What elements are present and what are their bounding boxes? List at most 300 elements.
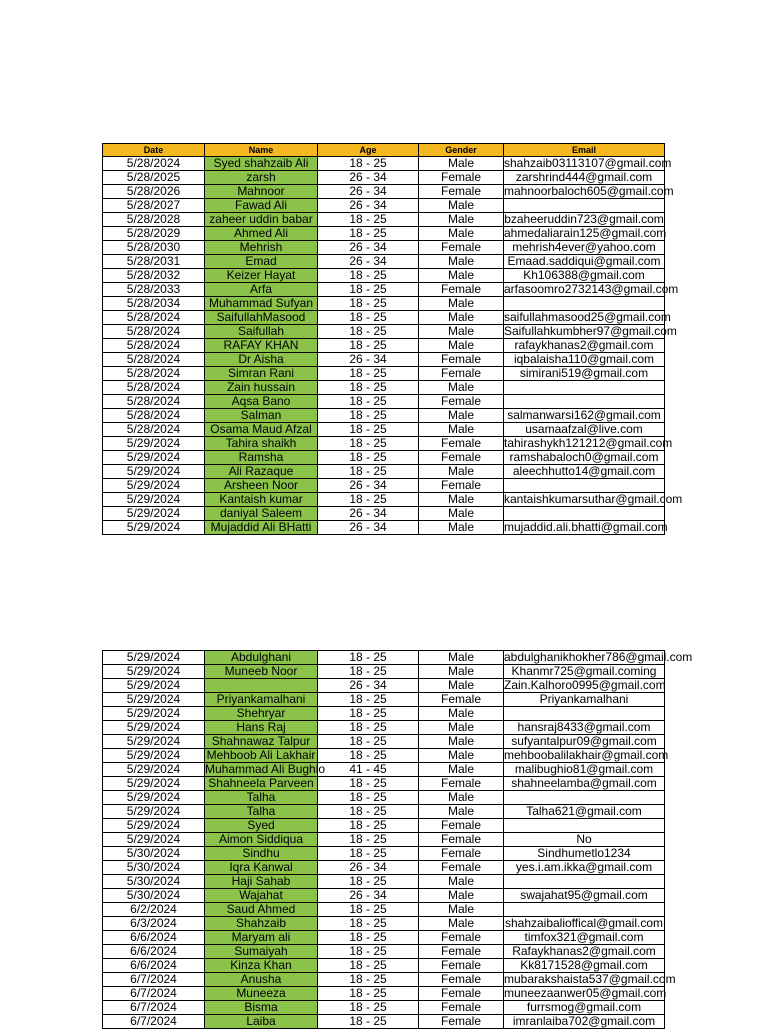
table-row: [103, 479, 665, 493]
email-cell: ahmedaliarain125@gmail.com: [504, 226, 667, 240]
name-cell: Aimon Siddiqua: [205, 833, 318, 847]
email-cell: arfasoomro2732143@gmail.com: [504, 282, 679, 296]
gender-cell: Male: [419, 749, 504, 763]
email-cell: salmanwarsi162@gmail.com: [504, 409, 665, 423]
header-date: Date: [103, 144, 205, 157]
gender-cell: Female: [419, 931, 504, 945]
name-cell: Keizer Hayat: [205, 269, 318, 283]
gender-cell: Male: [419, 735, 504, 749]
date-cell: 5/30/2024: [103, 847, 205, 861]
table-body-2: [103, 650, 693, 1029]
gender-cell: Male: [419, 679, 504, 693]
table-row: [103, 735, 665, 749]
date-cell: 5/28/2033: [103, 283, 205, 297]
table-row: [103, 847, 665, 861]
header-age: Age: [318, 144, 419, 157]
date-cell: 5/29/2024: [103, 833, 205, 847]
table-row: [103, 465, 665, 479]
name-cell: RAFAY KHAN: [205, 339, 318, 353]
date-cell: 5/28/2024: [103, 157, 205, 171]
gender-cell: Female: [419, 451, 504, 465]
email-cell: hansraj8433@gmail.com: [504, 721, 665, 735]
age-cell: 18 - 25: [318, 819, 419, 833]
gender-cell: Male: [419, 339, 504, 353]
date-cell: 5/29/2024: [103, 777, 205, 791]
date-cell: 5/29/2024: [103, 479, 205, 493]
table-row: [103, 679, 665, 693]
name-cell: Muhammad Sufyan: [205, 297, 318, 311]
name-cell: Mehboob Ali Lakhair: [205, 749, 318, 763]
age-cell: 26 - 34: [318, 255, 419, 269]
age-cell: 18 - 25: [318, 805, 419, 819]
name-cell: Shahnawaz Talpur: [205, 735, 318, 749]
gender-cell: Male: [419, 213, 504, 227]
table-row: [103, 791, 665, 805]
age-cell: 26 - 34: [318, 521, 419, 535]
table-row: [103, 889, 665, 903]
table-row: [103, 693, 665, 707]
gender-cell: Female: [419, 987, 504, 1001]
date-cell: 5/28/2024: [103, 367, 205, 381]
name-cell: zaheer uddin babar: [205, 213, 318, 227]
date-cell: 5/29/2024: [103, 735, 205, 749]
table-row: [103, 763, 665, 777]
gender-cell: Male: [419, 903, 504, 917]
age-cell: 18 - 25: [318, 721, 419, 735]
table-row: [103, 721, 665, 735]
gender-cell: Male: [419, 255, 504, 269]
age-cell: 26 - 34: [318, 479, 419, 493]
gender-cell: Male: [419, 889, 504, 903]
email-cell: No: [504, 833, 665, 847]
gender-cell: Female: [419, 833, 504, 847]
table-row: [103, 973, 665, 987]
name-cell: Sindhu: [205, 847, 318, 861]
date-cell: 5/28/2024: [103, 381, 205, 395]
table-row: [103, 833, 665, 847]
name-cell: Mehrish: [205, 241, 318, 255]
date-cell: 5/28/2024: [103, 339, 205, 353]
age-cell: 18 - 25: [318, 917, 419, 931]
table-row: [103, 493, 665, 507]
age-cell: 18 - 25: [318, 707, 419, 721]
table-row: [103, 777, 665, 791]
date-cell: 5/28/2024: [103, 395, 205, 409]
gender-cell: Male: [419, 423, 504, 437]
age-cell: 18 - 25: [318, 833, 419, 847]
table-row: [103, 213, 665, 227]
table-row: [103, 875, 665, 889]
age-cell: 26 - 34: [318, 241, 419, 255]
name-cell: Aqsa Bano: [205, 395, 318, 409]
date-cell: 5/29/2024: [103, 693, 205, 707]
table-row: [103, 521, 665, 535]
date-cell: 5/28/2028: [103, 213, 205, 227]
age-cell: 18 - 25: [318, 297, 419, 311]
email-cell: iqbalaisha110@gmail.com: [504, 353, 665, 367]
date-cell: 5/29/2024: [103, 721, 205, 735]
age-cell: 18 - 25: [318, 945, 419, 959]
email-cell: Zain.Kalhoro0995@gmail.com: [504, 678, 666, 692]
gender-cell: Female: [419, 171, 504, 185]
gender-cell: Male: [419, 721, 504, 735]
responses-table-1: [102, 143, 683, 535]
header-gender: Gender: [419, 144, 504, 157]
gender-cell: Male: [419, 325, 504, 339]
age-cell: 26 - 34: [318, 199, 419, 213]
table-row: [103, 311, 665, 325]
table-row: [103, 283, 665, 297]
date-cell: 5/28/2024: [103, 423, 205, 437]
gender-cell: Male: [419, 465, 504, 479]
gender-cell: Female: [419, 777, 504, 791]
age-cell: 18 - 25: [318, 395, 419, 409]
date-cell: 6/7/2024: [103, 1015, 205, 1029]
gender-cell: Male: [419, 763, 504, 777]
date-cell: 5/28/2026: [103, 185, 205, 199]
age-cell: 26 - 34: [318, 889, 419, 903]
email-cell: Khanmr725@gmail.coming: [504, 665, 665, 679]
table-row: [103, 861, 665, 875]
date-cell: 5/28/2024: [103, 353, 205, 367]
email-cell: shahzaib03113107@gmail.com: [504, 156, 672, 170]
age-cell: 18 - 25: [318, 735, 419, 749]
email-cell: [504, 479, 665, 493]
gender-cell: Male: [419, 791, 504, 805]
gender-cell: Female: [419, 395, 504, 409]
email-cell: mehboobalilakhair@gmail.com: [504, 748, 669, 762]
name-cell: Wajahat: [205, 889, 318, 903]
email-cell: Kk8171528@gmail.com: [504, 959, 665, 973]
date-cell: 5/28/2024: [103, 409, 205, 423]
age-cell: 18 - 25: [318, 269, 419, 283]
age-cell: 18 - 25: [318, 693, 419, 707]
table-row: [103, 353, 665, 367]
date-cell: 5/29/2024: [103, 651, 205, 665]
email-cell: tahirashykh121212@gmail.com: [504, 436, 673, 450]
name-cell: Muhammad Ali Bughio: [205, 762, 326, 776]
age-cell: 18 - 25: [318, 339, 419, 353]
date-cell: 5/30/2024: [103, 889, 205, 903]
email-cell: timfox321@gmail.com: [504, 931, 665, 945]
table-row: [103, 227, 665, 241]
email-cell: mubarakshaista537@gmail.com: [504, 972, 676, 986]
email-cell: zarshrind444@gmail.com: [504, 171, 665, 185]
name-cell: Ali Razaque: [205, 465, 318, 479]
table-row: [103, 171, 665, 185]
age-cell: 18 - 25: [318, 665, 419, 679]
date-cell: 6/2/2024: [103, 903, 205, 917]
gender-cell: Female: [419, 945, 504, 959]
age-cell: 18 - 25: [318, 987, 419, 1001]
table-row: [103, 665, 665, 679]
date-cell: 5/30/2024: [103, 861, 205, 875]
name-cell: zarsh: [205, 171, 318, 185]
table-row: [103, 297, 665, 311]
age-cell: 18 - 25: [318, 311, 419, 325]
gender-cell: Male: [419, 875, 504, 889]
date-cell: 6/3/2024: [103, 917, 205, 931]
table-row: [103, 1015, 665, 1029]
table-row: [103, 367, 665, 381]
email-cell: Priyankamalhani: [504, 693, 665, 707]
age-cell: 26 - 34: [318, 861, 419, 875]
name-cell: Simran Rani: [205, 367, 318, 381]
gender-cell: Male: [419, 493, 504, 507]
gender-cell: Female: [419, 1015, 504, 1029]
email-cell: mujaddid.ali.bhatti@gmail.com: [504, 520, 668, 534]
name-cell: Syed: [205, 819, 318, 833]
table-row: [103, 199, 665, 213]
email-cell: mahnoorbaloch605@gmail.com: [504, 184, 674, 198]
date-cell: 5/28/2024: [103, 325, 205, 339]
name-cell: Arfa: [205, 283, 318, 297]
name-cell: Mujaddid Ali BHatti: [205, 521, 318, 535]
table-row: [103, 903, 665, 917]
name-cell: Priyankamalhani: [205, 693, 318, 707]
date-cell: 5/29/2024: [103, 679, 205, 693]
age-cell: 18 - 25: [318, 847, 419, 861]
email-cell: [504, 791, 665, 805]
email-cell: [504, 875, 665, 889]
email-cell: abdulghanikhokher786@gmail.com: [504, 650, 693, 664]
gender-cell: Male: [419, 157, 504, 171]
age-cell: 18 - 25: [318, 227, 419, 241]
gender-cell: Male: [419, 521, 504, 535]
table-row: [103, 945, 665, 959]
email-cell: shahzaibalioffical@gmail.com: [504, 916, 664, 930]
email-cell: ramshabaloch0@gmail.com: [504, 451, 665, 465]
name-cell: Laiba: [205, 1015, 318, 1029]
name-cell: Fawad Ali: [205, 199, 318, 213]
table-row: [103, 651, 665, 665]
date-cell: 6/6/2024: [103, 945, 205, 959]
age-cell: 18 - 25: [318, 325, 419, 339]
name-cell: Syed shahzaib Ali: [205, 157, 318, 171]
email-cell: Sindhumetlo1234: [504, 847, 665, 861]
age-cell: 18 - 25: [318, 409, 419, 423]
name-cell: Bisma: [205, 1001, 318, 1015]
age-cell: 18 - 25: [318, 903, 419, 917]
table-row: [103, 437, 665, 451]
gender-cell: Male: [419, 805, 504, 819]
age-cell: 18 - 25: [318, 875, 419, 889]
table-row: [103, 507, 665, 521]
age-cell: 18 - 25: [318, 283, 419, 297]
name-cell: daniyal Saleem: [205, 507, 318, 521]
name-cell: Shehryar: [205, 707, 318, 721]
gender-cell: Female: [419, 959, 504, 973]
age-cell: 18 - 25: [318, 959, 419, 973]
table-row: [103, 931, 665, 945]
name-cell: Anusha: [205, 973, 318, 987]
date-cell: 5/29/2024: [103, 521, 205, 535]
name-cell: Iqra Kanwal: [205, 861, 318, 875]
date-cell: 5/29/2024: [103, 819, 205, 833]
email-cell: yes.i.am.ikka@gmail.com: [504, 861, 665, 875]
table-row: [103, 185, 665, 199]
age-cell: 18 - 25: [318, 423, 419, 437]
email-cell: Talha621@gmail.com: [504, 805, 665, 819]
email-cell: shahneelamba@gmail.com: [504, 777, 665, 791]
email-cell: saifullahmasood25@gmail.com: [504, 310, 671, 324]
name-cell: Sumaiyah: [205, 945, 318, 959]
responses-table-2: [102, 650, 693, 1029]
age-cell: 18 - 25: [318, 651, 419, 665]
date-cell: 5/29/2024: [103, 749, 205, 763]
date-cell: 5/29/2024: [103, 707, 205, 721]
table-row: [103, 423, 665, 437]
table-row: [103, 451, 665, 465]
email-cell: Kh106388@gmail.com: [504, 269, 665, 283]
age-cell: 18 - 25: [318, 437, 419, 451]
gender-cell: Male: [419, 507, 504, 521]
date-cell: 5/29/2024: [103, 665, 205, 679]
gender-cell: Male: [419, 381, 504, 395]
date-cell: 5/28/2034: [103, 297, 205, 311]
gender-cell: Male: [419, 269, 504, 283]
table-body-1: [103, 156, 683, 535]
date-cell: 5/28/2030: [103, 241, 205, 255]
email-cell: bzaheeruddin723@gmail.com: [504, 212, 664, 226]
gender-cell: Male: [419, 651, 504, 665]
gender-cell: Male: [419, 199, 504, 213]
name-cell: Talha: [205, 791, 318, 805]
gender-cell: Male: [419, 917, 504, 931]
name-cell: Zain hussain: [205, 381, 318, 395]
name-cell: Mahnoor: [205, 185, 318, 199]
age-cell: 18 - 25: [318, 931, 419, 945]
header-row: [103, 144, 665, 157]
name-cell: Kinza Khan: [205, 959, 318, 973]
age-cell: 18 - 25: [318, 157, 419, 171]
name-cell: Salman: [205, 409, 318, 423]
date-cell: 5/29/2024: [103, 763, 205, 777]
email-cell: malibughio81@gmail.com: [504, 763, 665, 777]
table-row: [103, 241, 665, 255]
email-cell: [504, 395, 665, 409]
table-row: [103, 707, 665, 721]
name-cell: Arsheen Noor: [205, 479, 318, 493]
email-cell: mehrish4ever@yahoo.com: [504, 241, 665, 255]
email-cell: Saifullahkumbher97@gmail.com: [504, 324, 677, 338]
gender-cell: Female: [419, 479, 504, 493]
age-cell: 41 - 45: [318, 763, 419, 777]
name-cell: Osama Maud Afzal: [205, 423, 318, 437]
email-cell: kantaishkumarsuthar@gmail.com: [504, 492, 683, 506]
gender-cell: Female: [419, 437, 504, 451]
email-cell: Emaad.saddiqui@gmail.com: [504, 255, 665, 269]
date-cell: 5/29/2024: [103, 507, 205, 521]
name-cell: Talha: [205, 805, 318, 819]
date-cell: 5/28/2025: [103, 171, 205, 185]
header-email: Email: [504, 144, 665, 157]
gender-cell: Female: [419, 819, 504, 833]
date-cell: 5/29/2024: [103, 465, 205, 479]
gender-cell: Female: [419, 861, 504, 875]
email-cell: imranlaiba702@gmail.com: [504, 1015, 665, 1029]
email-cell: [504, 819, 665, 833]
email-cell: muneezaanwer05@gmail.com: [504, 986, 667, 1000]
table-row: [103, 157, 665, 171]
table-row: [103, 339, 665, 353]
gender-cell: Male: [419, 297, 504, 311]
name-cell: Ahmed Ali: [205, 227, 318, 241]
date-cell: 5/29/2024: [103, 805, 205, 819]
name-cell: Saud Ahmed: [205, 903, 318, 917]
name-cell: [205, 679, 318, 693]
gender-cell: Female: [419, 1001, 504, 1015]
name-cell: Hans Raj: [205, 721, 318, 735]
name-cell: Dr Aisha: [205, 353, 318, 367]
table-row: [103, 1001, 665, 1015]
email-cell: furrsmog@gmail.com: [504, 1001, 665, 1015]
date-cell: 5/28/2029: [103, 227, 205, 241]
date-cell: 5/28/2027: [103, 199, 205, 213]
table-row: [103, 255, 665, 269]
gender-cell: Male: [419, 707, 504, 721]
email-cell: [504, 707, 665, 721]
name-cell: Ramsha: [205, 451, 318, 465]
age-cell: 26 - 34: [318, 171, 419, 185]
date-cell: 5/29/2024: [103, 791, 205, 805]
table-row: [103, 819, 665, 833]
table-row: [103, 409, 665, 423]
email-cell: [504, 199, 665, 213]
age-cell: 18 - 25: [318, 493, 419, 507]
age-cell: 18 - 25: [318, 1001, 419, 1015]
age-cell: 18 - 25: [318, 973, 419, 987]
gender-cell: Female: [419, 185, 504, 199]
age-cell: 18 - 25: [318, 1015, 419, 1029]
gender-cell: Male: [419, 409, 504, 423]
name-cell: Maryam ali: [205, 931, 318, 945]
date-cell: 6/6/2024: [103, 959, 205, 973]
age-cell: 26 - 34: [318, 507, 419, 521]
name-cell: Muneeza: [205, 987, 318, 1001]
gender-cell: Male: [419, 227, 504, 241]
date-cell: 5/29/2024: [103, 493, 205, 507]
table-row: [103, 269, 665, 283]
date-cell: 5/28/2032: [103, 269, 205, 283]
email-cell: [504, 507, 665, 521]
date-cell: 6/6/2024: [103, 931, 205, 945]
email-cell: aleechhutto14@gmail.com: [504, 465, 665, 479]
date-cell: 5/30/2024: [103, 875, 205, 889]
date-cell: 6/7/2024: [103, 973, 205, 987]
email-cell: usamaafzal@live.com: [504, 423, 665, 437]
gender-cell: Female: [419, 367, 504, 381]
date-cell: 5/29/2024: [103, 437, 205, 451]
table-row: [103, 325, 665, 339]
name-cell: Kantaish kumar: [205, 493, 318, 507]
age-cell: 26 - 34: [318, 679, 419, 693]
email-cell: simirani519@gmail.com: [504, 367, 665, 381]
email-cell: swajahat95@gmail.com: [504, 889, 665, 903]
age-cell: 26 - 34: [318, 185, 419, 199]
date-cell: 5/29/2024: [103, 451, 205, 465]
name-cell: Tahira shaikh: [205, 437, 318, 451]
gender-cell: Female: [419, 353, 504, 367]
table-row: [103, 987, 665, 1001]
name-cell: Emad: [205, 255, 318, 269]
name-cell: Haji Sahab: [205, 875, 318, 889]
gender-cell: Female: [419, 973, 504, 987]
age-cell: 26 - 34: [318, 353, 419, 367]
age-cell: 18 - 25: [318, 381, 419, 395]
header-name: Name: [205, 144, 318, 157]
name-cell: Shahneela Parveen: [205, 777, 318, 791]
